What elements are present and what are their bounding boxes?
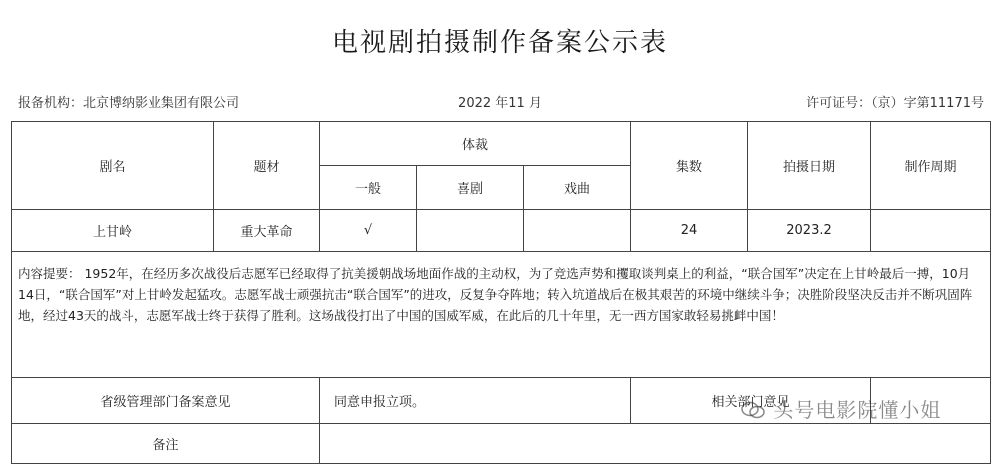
reporting-org: 报备机构：北京博纳影业集团有限公司 — [18, 96, 240, 111]
page-title: 电视剧拍摄制作备案公示表 — [331, 28, 668, 58]
remark-row — [12, 424, 991, 464]
related-opinion-label: 相关部门意见 — [631, 378, 871, 424]
header-theme: 题材 — [214, 122, 320, 210]
table-row — [12, 210, 991, 252]
header-genre: 体裁 — [320, 122, 631, 166]
header-episodes: 集数 — [631, 122, 748, 210]
header-genre-comedy: 喜剧 — [417, 166, 524, 210]
cell-theme: 重大革命 — [214, 210, 320, 252]
cell-episodes: 24 — [631, 210, 748, 252]
license-number: 许可证号：（京）字第11171号 — [806, 96, 984, 111]
header-row-1 — [12, 122, 991, 166]
provincial-opinion-value: 同意申报立项。 — [320, 378, 631, 424]
cell-cycle — [871, 210, 991, 252]
header-genre-opera: 戏曲 — [524, 166, 631, 210]
header-drama: 剧名 — [12, 122, 214, 210]
cell-drama: 上甘岭 — [12, 210, 214, 252]
summary-row — [12, 252, 991, 378]
header-shoot-date: 拍摄日期 — [748, 122, 871, 210]
watermark — [740, 394, 941, 423]
remark-value — [320, 424, 991, 464]
report-date: 2022 年11 月 — [458, 96, 542, 111]
cell-comedy — [417, 210, 524, 252]
cell-general: √ — [320, 210, 417, 252]
watermark-text: 头号电影院懂小姐 — [773, 398, 942, 422]
cell-opera — [524, 210, 631, 252]
cell-shoot-date: 2023.2 — [748, 210, 871, 252]
content-summary: 内容提要： 1952年，在经历多次战役后志愿军已经取得了抗美援朝战场地面作战的主动权，为了竞选声势和攫取谈判桌上的利益，“联合国军”决定在上甘岭最后一搏，10月14日，“联合国军”对上甘岭发起猛攻。志愿军战士顽强抗击“联合国军”的进攻，反复争夺阵地；转入坑道战后在极其艰苦的环境中继续斗争；决胜阶段坚决反击并不断巩固阵地，经过43天的战斗，志愿军战士终于获得了胜利。这场战役打出了中国的国威军威，在此后的几十年里，无一西方国家敢轻易挑衅中国！ — [12, 252, 991, 378]
header-cycle: 制作周期 — [871, 122, 991, 210]
header-genre-general: 一般 — [320, 166, 417, 210]
provincial-opinion-label: 省级管理部门备案意见 — [12, 378, 320, 424]
chat-bubble-icon — [740, 400, 766, 420]
remark-label: 备注 — [12, 424, 320, 464]
